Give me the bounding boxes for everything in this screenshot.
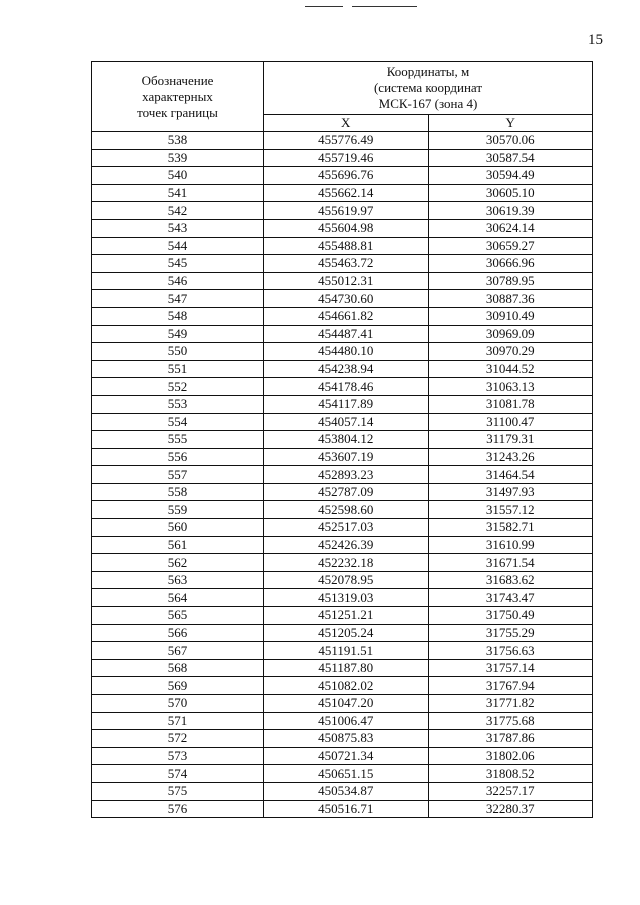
point-cell: 550	[92, 343, 264, 361]
point-cell: 551	[92, 360, 264, 378]
point-header-line-3: точек границы	[137, 104, 218, 120]
y-cell: 31063.13	[428, 378, 593, 396]
table-row	[92, 307, 593, 325]
y-cell: 31683.62	[428, 571, 593, 589]
point-cell: 557	[92, 466, 264, 484]
table-row	[92, 571, 593, 589]
point-cell: 569	[92, 677, 264, 695]
point-cell: 542	[92, 202, 264, 220]
coords-header-line-2: (система координат	[373, 80, 483, 95]
y-cell: 31243.26	[428, 448, 593, 466]
x-cell: 455776.49	[264, 132, 429, 150]
x-cell: 452787.09	[264, 483, 429, 501]
point-cell: 575	[92, 782, 264, 800]
header-row	[92, 62, 593, 115]
x-cell: 455619.97	[264, 202, 429, 220]
table-row	[92, 782, 593, 800]
point-cell: 545	[92, 255, 264, 273]
y-cell: 30970.29	[428, 343, 593, 361]
y-cell: 31757.14	[428, 659, 593, 677]
y-cell: 31464.54	[428, 466, 593, 484]
x-cell: 451187.80	[264, 659, 429, 677]
x-cell: 452232.18	[264, 554, 429, 572]
x-cell: 454117.89	[264, 395, 429, 413]
table-row	[92, 747, 593, 765]
x-cell: 452517.03	[264, 519, 429, 537]
point-header-line-1: Обозначение	[141, 72, 214, 88]
point-cell: 549	[92, 325, 264, 343]
x-cell: 453607.19	[264, 448, 429, 466]
point-cell: 559	[92, 501, 264, 519]
y-cell: 31671.54	[428, 554, 593, 572]
y-cell: 31756.63	[428, 642, 593, 660]
y-cell: 31582.71	[428, 519, 593, 537]
x-cell: 451006.47	[264, 712, 429, 730]
point-cell: 562	[92, 554, 264, 572]
y-cell: 31771.82	[428, 695, 593, 713]
coords-header-line-3: МСК-167 (зона 4)	[378, 96, 478, 111]
table-row	[92, 554, 593, 572]
point-cell: 564	[92, 589, 264, 607]
point-cell: 560	[92, 519, 264, 537]
y-cell: 31610.99	[428, 536, 593, 554]
x-cell: 454730.60	[264, 290, 429, 308]
table-row	[92, 360, 593, 378]
y-cell: 31755.29	[428, 624, 593, 642]
table-row	[92, 184, 593, 202]
y-cell: 30910.49	[428, 307, 593, 325]
point-designation-header	[92, 62, 264, 132]
x-cell: 450516.71	[264, 800, 429, 818]
y-cell: 31179.31	[428, 431, 593, 449]
y-cell: 30605.10	[428, 184, 593, 202]
x-cell: 455719.46	[264, 149, 429, 167]
table-row	[92, 343, 593, 361]
table-row	[92, 448, 593, 466]
y-cell: 30969.09	[428, 325, 593, 343]
y-cell: 31750.49	[428, 607, 593, 625]
table-row	[92, 378, 593, 396]
table-row	[92, 132, 593, 150]
point-cell: 539	[92, 149, 264, 167]
point-cell: 561	[92, 536, 264, 554]
x-cell: 454480.10	[264, 343, 429, 361]
y-cell: 30887.36	[428, 290, 593, 308]
point-cell: 558	[92, 483, 264, 501]
x-cell: 454661.82	[264, 307, 429, 325]
x-cell: 455662.14	[264, 184, 429, 202]
y-cell: 31100.47	[428, 413, 593, 431]
table-row	[92, 431, 593, 449]
point-cell: 543	[92, 219, 264, 237]
x-cell: 455488.81	[264, 237, 429, 255]
table-row	[92, 712, 593, 730]
point-cell: 567	[92, 642, 264, 660]
table-row	[92, 677, 593, 695]
y-cell: 30570.06	[428, 132, 593, 150]
table-row	[92, 659, 593, 677]
table-row	[92, 219, 593, 237]
x-cell: 454238.94	[264, 360, 429, 378]
table-row	[92, 466, 593, 484]
table-row	[92, 642, 593, 660]
table-row	[92, 290, 593, 308]
table-row	[92, 607, 593, 625]
point-cell: 572	[92, 730, 264, 748]
y-cell: 31081.78	[428, 395, 593, 413]
table-row	[92, 167, 593, 185]
y-cell: 31787.86	[428, 730, 593, 748]
point-cell: 538	[92, 132, 264, 150]
x-cell: 451047.20	[264, 695, 429, 713]
y-cell: 30789.95	[428, 272, 593, 290]
y-cell: 31767.94	[428, 677, 593, 695]
x-cell: 451251.21	[264, 607, 429, 625]
y-cell: 31775.68	[428, 712, 593, 730]
x-cell: 455604.98	[264, 219, 429, 237]
x-cell: 452893.23	[264, 466, 429, 484]
y-cell: 30587.54	[428, 149, 593, 167]
table-row	[92, 272, 593, 290]
x-cell: 450534.87	[264, 782, 429, 800]
point-cell: 555	[92, 431, 264, 449]
y-cell: 31557.12	[428, 501, 593, 519]
point-cell: 544	[92, 237, 264, 255]
top-rule-right	[352, 6, 417, 7]
table-row	[92, 255, 593, 273]
point-cell: 570	[92, 695, 264, 713]
page-number: 15	[588, 32, 603, 48]
coords-header-line-1: Координаты, м	[386, 64, 470, 79]
table-row	[92, 483, 593, 501]
y-cell: 30619.39	[428, 202, 593, 220]
y-cell: 31802.06	[428, 747, 593, 765]
point-cell: 571	[92, 712, 264, 730]
point-cell: 568	[92, 659, 264, 677]
y-cell: 31497.93	[428, 483, 593, 501]
y-cell: 31808.52	[428, 765, 593, 783]
x-cell: 455012.31	[264, 272, 429, 290]
point-cell: 541	[92, 184, 264, 202]
y-column-header: Y	[428, 115, 593, 132]
table-row	[92, 519, 593, 537]
point-cell: 548	[92, 307, 264, 325]
point-cell: 565	[92, 607, 264, 625]
y-cell: 32257.17	[428, 782, 593, 800]
point-cell: 566	[92, 624, 264, 642]
y-cell: 30594.49	[428, 167, 593, 185]
x-cell: 454057.14	[264, 413, 429, 431]
x-cell: 454487.41	[264, 325, 429, 343]
point-cell: 574	[92, 765, 264, 783]
x-cell: 450875.83	[264, 730, 429, 748]
table-row	[92, 202, 593, 220]
table-row	[92, 624, 593, 642]
y-cell: 31044.52	[428, 360, 593, 378]
x-cell: 451191.51	[264, 642, 429, 660]
y-cell: 30624.14	[428, 219, 593, 237]
table-row	[92, 800, 593, 818]
table-row	[92, 730, 593, 748]
x-cell: 455696.76	[264, 167, 429, 185]
point-cell: 554	[92, 413, 264, 431]
x-cell: 450721.34	[264, 747, 429, 765]
x-cell: 450651.15	[264, 765, 429, 783]
table-row	[92, 501, 593, 519]
table-row	[92, 413, 593, 431]
x-cell: 452426.39	[264, 536, 429, 554]
table-row	[92, 536, 593, 554]
point-cell: 556	[92, 448, 264, 466]
table-body	[92, 132, 593, 818]
x-cell: 452598.60	[264, 501, 429, 519]
x-column-header: X	[264, 115, 429, 132]
point-cell: 547	[92, 290, 264, 308]
y-cell: 31743.47	[428, 589, 593, 607]
y-cell: 30659.27	[428, 237, 593, 255]
point-cell: 553	[92, 395, 264, 413]
table-row	[92, 325, 593, 343]
x-cell: 455463.72	[264, 255, 429, 273]
x-cell: 452078.95	[264, 571, 429, 589]
table-row	[92, 149, 593, 167]
point-cell: 573	[92, 747, 264, 765]
table-row	[92, 765, 593, 783]
table-row	[92, 589, 593, 607]
x-cell: 451319.03	[264, 589, 429, 607]
point-cell: 552	[92, 378, 264, 396]
y-cell: 32280.37	[428, 800, 593, 818]
point-cell: 576	[92, 800, 264, 818]
point-header-line-2: характерных	[142, 88, 213, 104]
point-cell: 540	[92, 167, 264, 185]
coordinates-header	[264, 62, 593, 115]
y-cell: 30666.96	[428, 255, 593, 273]
table-row	[92, 395, 593, 413]
x-cell: 451082.02	[264, 677, 429, 695]
x-cell: 454178.46	[264, 378, 429, 396]
top-rule-left	[305, 6, 343, 7]
table-row	[92, 237, 593, 255]
point-cell: 546	[92, 272, 264, 290]
point-cell: 563	[92, 571, 264, 589]
table-row	[92, 695, 593, 713]
x-cell: 451205.24	[264, 624, 429, 642]
coordinates-table	[91, 61, 593, 818]
x-cell: 453804.12	[264, 431, 429, 449]
